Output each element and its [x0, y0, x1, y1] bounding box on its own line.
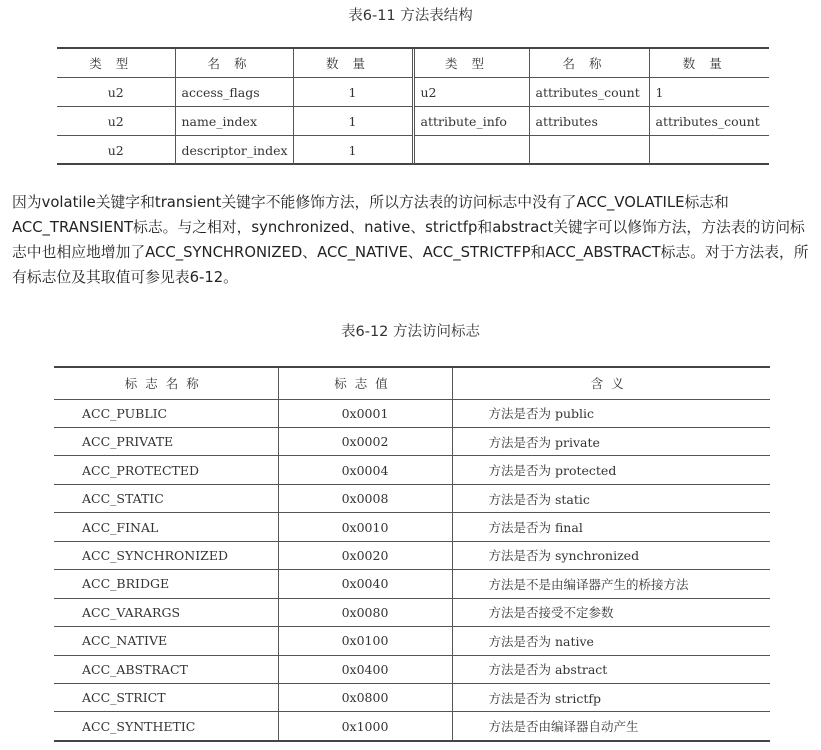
table1-caption: 表6-11 方法表结构	[348, 8, 473, 24]
flag-value-cell: 0x0001	[278, 399, 452, 427]
flag-name-cell: ACC_NATIVE	[54, 627, 278, 655]
table1-cell: u2	[413, 78, 529, 107]
flag-name-cell: ACC_SYNTHETIC	[54, 712, 278, 740]
flag-value-cell: 0x0010	[278, 513, 452, 541]
table1-cell: attribute_info	[413, 107, 529, 136]
flag-name-cell: ACC_STRICT	[54, 684, 278, 712]
method-access-flags-table	[54, 366, 770, 742]
table-row	[57, 78, 769, 107]
flag-name-cell: ACC_FINAL	[54, 513, 278, 541]
table1-header-type-2: 类型	[413, 49, 529, 78]
flag-name-cell: ACC_BRIDGE	[54, 570, 278, 598]
table1-header-count: 数量	[293, 49, 413, 78]
flag-meaning-cell: 方法是否为 final	[452, 513, 770, 541]
flag-meaning-cell: 方法是否为 public	[452, 399, 770, 427]
table1-header-count-2: 数量	[649, 49, 769, 78]
table1-cell	[649, 136, 769, 165]
table1-cell: attributes_count	[649, 107, 769, 136]
table1-cell: descriptor_index	[175, 136, 293, 165]
flag-value-cell: 0x0008	[278, 484, 452, 512]
flag-meaning-cell: 方法是否为 native	[452, 627, 770, 655]
flag-meaning-cell: 方法是否为 synchronized	[452, 541, 770, 569]
table2-caption: 表6-12 方法访问标志	[340, 324, 481, 340]
flag-name-cell: ACC_ABSTRACT	[54, 655, 278, 683]
table-row	[54, 598, 770, 626]
flag-meaning-cell: 方法是否为 abstract	[452, 655, 770, 683]
flag-value-cell: 0x0040	[278, 570, 452, 598]
table1-cell: u2	[57, 78, 175, 107]
body-paragraph: 因为volatile关键字和transient关键字不能修饰方法，所以方法表的访问标志中没有了ACC_VOLATILE标志和ACC_TRANSIENT标志。与之相对，synchronized、native、strictfp和abstract关键字可以修饰方法，方法表的访问标志中也相应地增加了ACC_SYNCHRONIZED、ACC_NATIVE、ACC_STRICTFP和ACC_ABSTRACT标志。对于方法表，所有标志位及其取值可参见表6-12。	[12, 194, 809, 286]
table1-header-name: 名称	[175, 49, 293, 78]
table-row	[57, 136, 769, 165]
table-row	[54, 684, 770, 712]
table2-header-row	[54, 368, 770, 399]
flag-name-cell: ACC_PROTECTED	[54, 456, 278, 484]
flag-value-cell: 0x0020	[278, 541, 452, 569]
table1-cell: attributes_count	[529, 78, 649, 107]
table2-header-flag-name: 标志名称	[54, 368, 278, 399]
table2-header-meaning: 含义	[452, 368, 770, 399]
table-row	[54, 627, 770, 655]
table2-header-flag-value: 标志值	[278, 368, 452, 399]
table1-cell: u2	[57, 136, 175, 165]
flag-name-cell: ACC_SYNCHRONIZED	[54, 541, 278, 569]
flag-value-cell: 0x0100	[278, 627, 452, 655]
table-row	[54, 456, 770, 484]
flag-meaning-cell: 方法是否为 protected	[452, 456, 770, 484]
table-row	[54, 570, 770, 598]
table-row	[54, 484, 770, 512]
table1-cell: 1	[649, 78, 769, 107]
table-row	[54, 427, 770, 455]
table-row	[54, 655, 770, 683]
table1-cell	[529, 136, 649, 165]
flag-meaning-cell: 方法是否为 strictfp	[452, 684, 770, 712]
flag-name-cell: ACC_STATIC	[54, 484, 278, 512]
table-row	[57, 107, 769, 136]
flag-name-cell: ACC_VARARGS	[54, 598, 278, 626]
table-row	[54, 541, 770, 569]
table-row	[54, 513, 770, 541]
table1-cell: 1	[293, 136, 413, 165]
flag-value-cell: 0x0400	[278, 655, 452, 683]
table1-cell	[413, 136, 529, 165]
table1-cell: name_index	[175, 107, 293, 136]
table1-cell: attributes	[529, 107, 649, 136]
flag-meaning-cell: 方法是否为 private	[452, 427, 770, 455]
flag-value-cell: 0x1000	[278, 712, 452, 740]
table1-header-name-2: 名称	[529, 49, 649, 78]
table-row	[54, 399, 770, 427]
table1-cell: 1	[293, 107, 413, 136]
flag-value-cell: 0x0002	[278, 427, 452, 455]
method-table-structure	[57, 47, 769, 165]
flag-meaning-cell: 方法是否由编译器自动产生	[488, 719, 639, 735]
table-row	[54, 712, 770, 740]
table1-cell: 1	[293, 78, 413, 107]
flag-name-cell: ACC_PUBLIC	[54, 399, 278, 427]
flag-meaning-cell: 方法是否接受不定参数	[452, 598, 770, 626]
flag-value-cell: 0x0800	[278, 684, 452, 712]
table1-cell: access_flags	[175, 78, 293, 107]
table1-header-type: 类型	[57, 49, 175, 78]
table1-cell: u2	[57, 107, 175, 136]
flag-value-cell: 0x0080	[278, 598, 452, 626]
flag-meaning-cell: 方法是否为 static	[452, 484, 770, 512]
flag-meaning-cell: 方法是不是由编译器产生的桥接方法	[452, 570, 770, 598]
flag-value-cell: 0x0004	[278, 456, 452, 484]
flag-name-cell: ACC_PRIVATE	[54, 427, 278, 455]
table1-header-row	[57, 49, 769, 78]
